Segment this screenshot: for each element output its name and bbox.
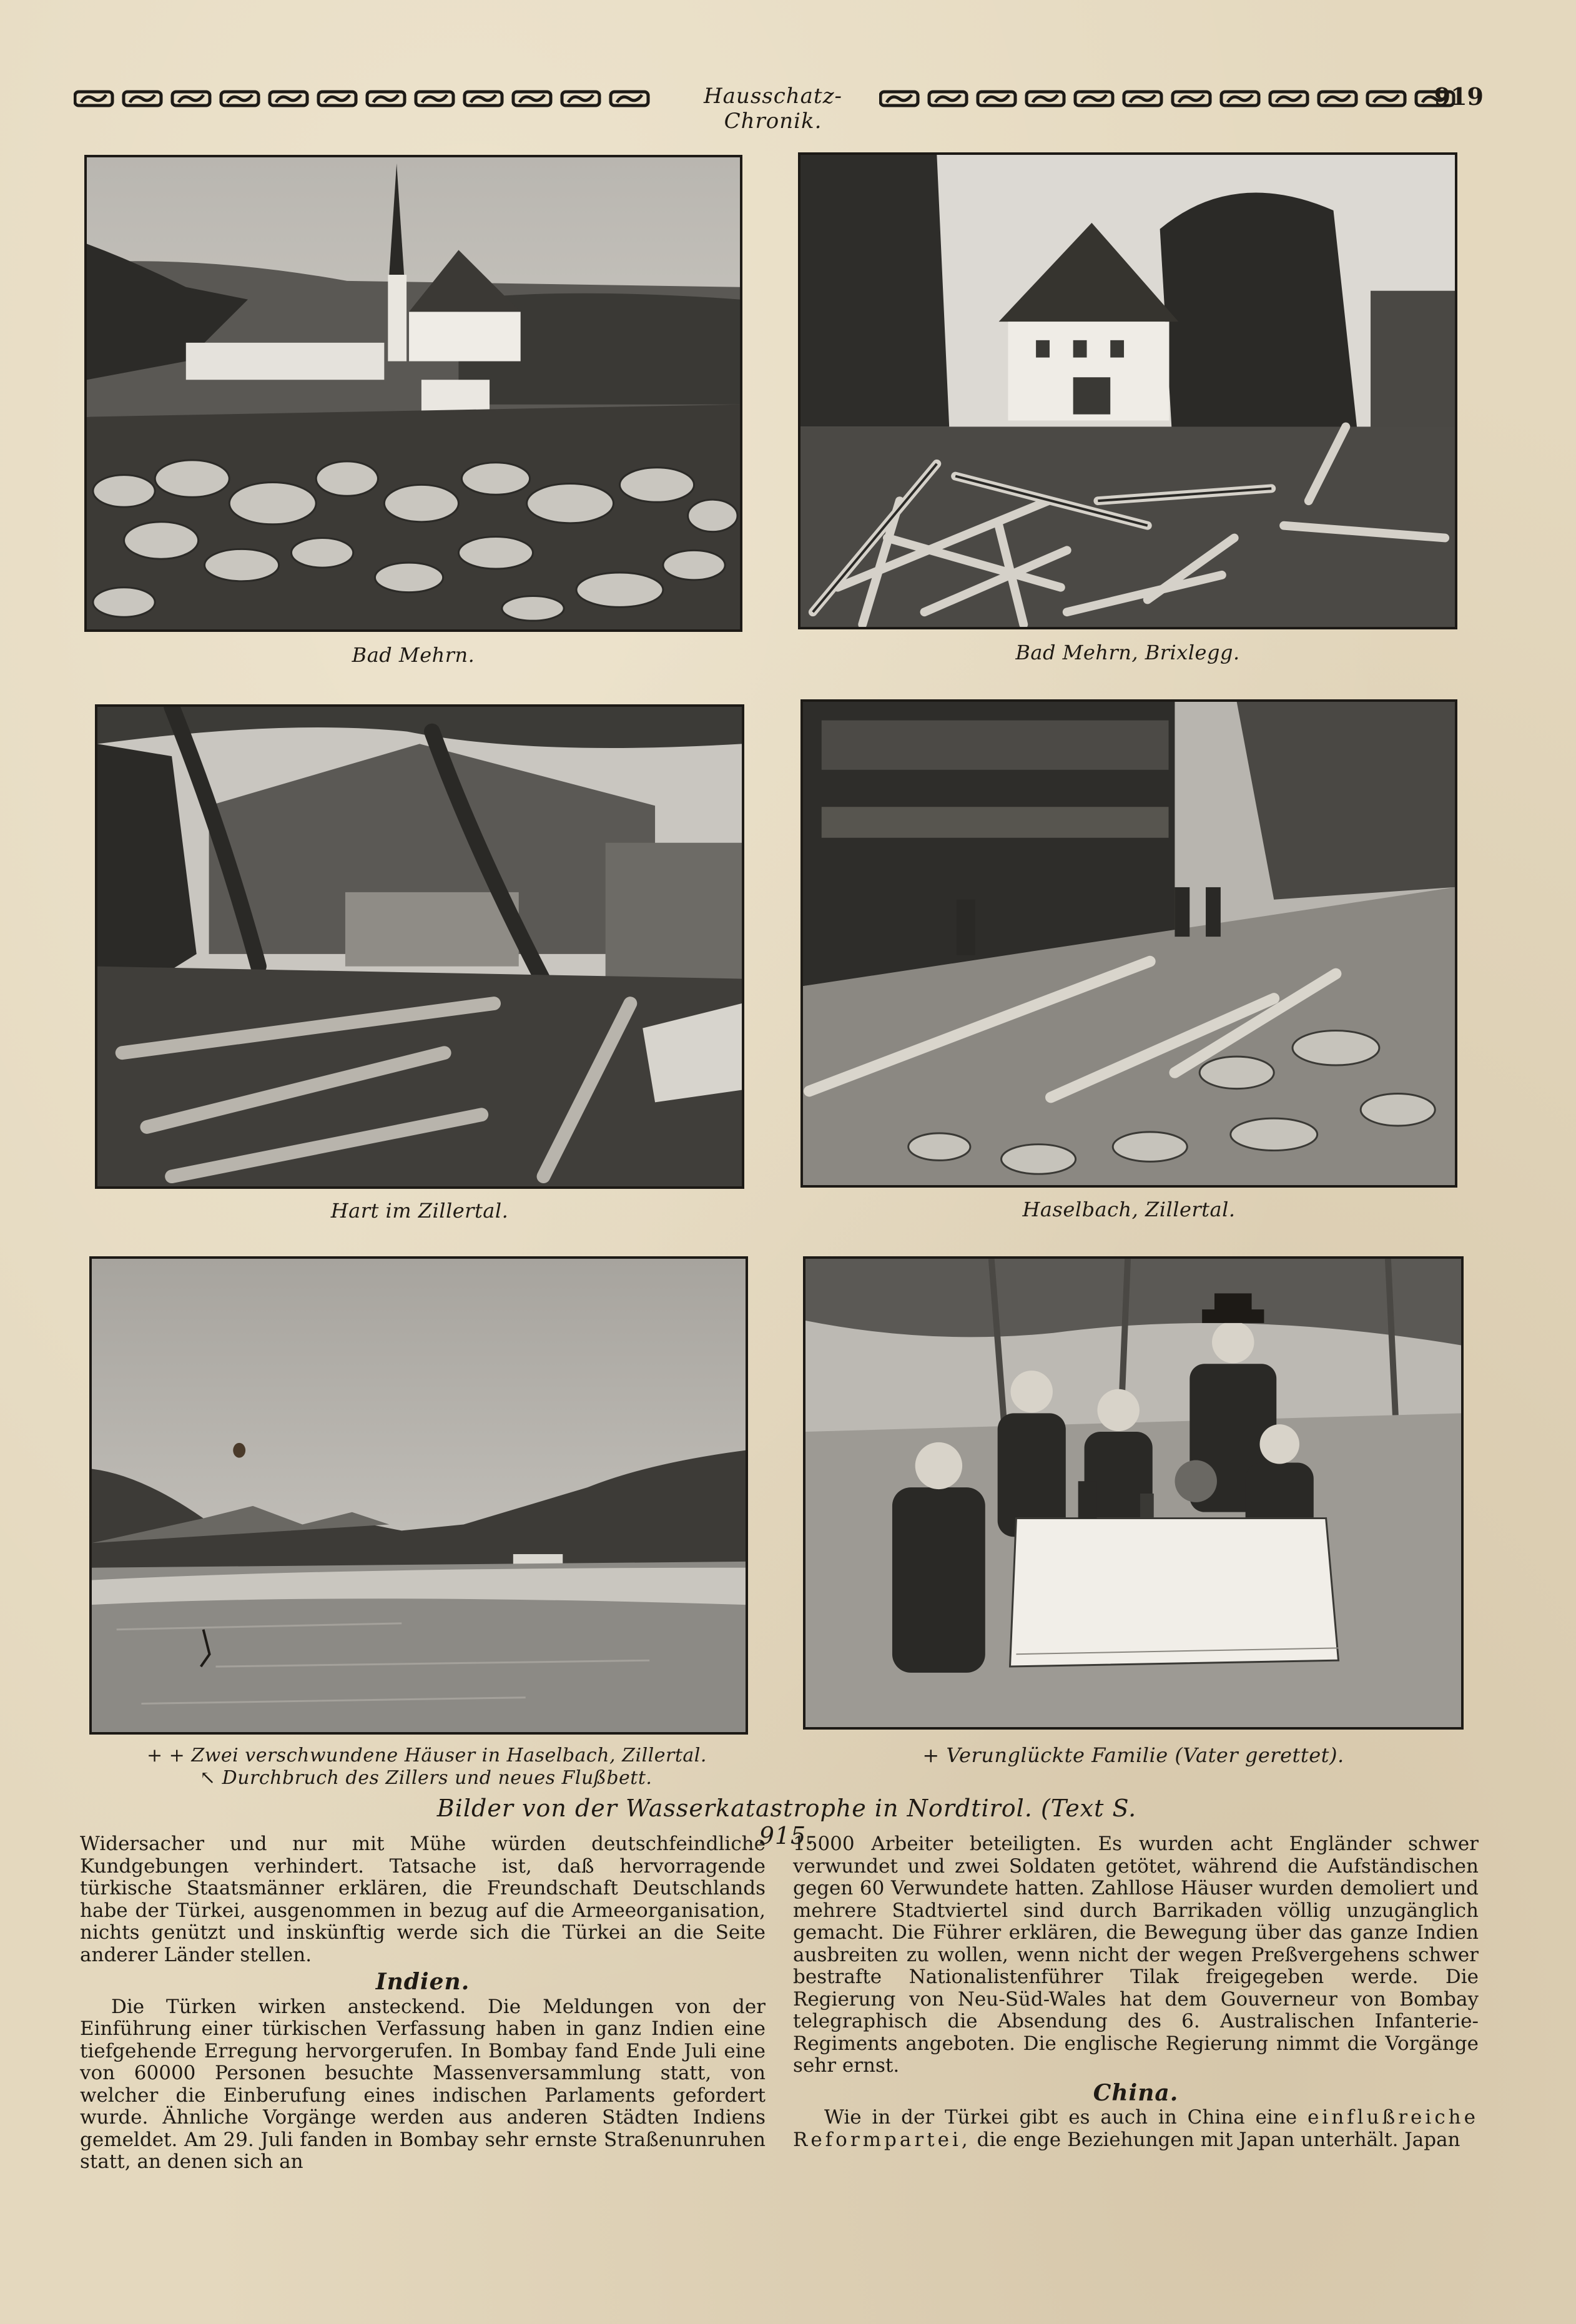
running-head-title: Hausschatz-Chronik. (704, 84, 842, 134)
page-header (74, 82, 1484, 134)
photo-hart-zillertal (95, 704, 744, 1189)
photo-bad-mehrn (84, 155, 742, 632)
right-paragraph-2-end: die enge Beziehungen mit Japan unterhält. Japan (977, 2128, 1460, 2151)
caption-bad-mehrn-brixlegg: Bad Mehrn, Brixlegg. (1015, 641, 1240, 664)
photo-bad-mehrn-brixlegg (798, 152, 1457, 629)
ornament-band-left (74, 90, 661, 107)
text-column-right (793, 1833, 1479, 2151)
right-paragraph-2-emphasis: einflußreiche Reformpartei, (793, 2106, 1479, 2151)
right-paragraph-2 (793, 2107, 1479, 2151)
figure-main-caption: Bilder von der Wasserkatastrophe in Nordtirol. (Text S. 915. (436, 1795, 1137, 1849)
photo-river-zillertal (89, 1256, 748, 1735)
ornament-band-right (879, 90, 1475, 107)
left-paragraph-2: Die Türken wirken ansteckend. Die Meldungen von der Einführung einer türkischen Verfassung haben in ganz Indien eine tiefgehende Erregung hervorgerufen. In Bombay fand Ende Juli eine von 60000 Personen besuchte Massenversammlung statt, von welcher die Einberufung eines indischen Parlaments gefordert wurde. Ähnliche Vorgänge werden aus anderen Städten Indiens gemeldet. Am 29. Juli fanden in Bombay sehr ernste Straßenunruhen statt, an denen sich an (80, 1995, 766, 2173)
heading-china: China. (1093, 2079, 1179, 2106)
text-column-left (80, 1833, 766, 2174)
caption-hart-zillertal: Hart im Zillertal. (330, 1199, 509, 1223)
caption-family: + Verunglückte Familie (Vater gerettet). (922, 1743, 1344, 1767)
right-paragraph-2-start: Wie in der Türkei gibt es auch in China eine (824, 2106, 1298, 2129)
caption-haselbach-zillertal: Haselbach, Zillertal. (1022, 1198, 1236, 1221)
photo-haselbach-zillertal (800, 699, 1457, 1188)
caption-bad-mehrn: Bad Mehrn. (352, 643, 475, 667)
caption-river-line2: ↖ Durchbruch des Zillers und neues Flußbett. (200, 1767, 653, 1789)
page-number: 919 (1434, 82, 1484, 111)
caption-river-line1: + + Zwei verschwundene Häuser in Haselbach, Zillertal. (147, 1745, 707, 1766)
photo-family (803, 1256, 1464, 1730)
left-paragraph-1: Widersacher und nur mit Mühe würden deutschfeindliche Kundgebungen verhindert. Tatsache ist, daß hervorragende türkische Staatsmänner erklären, die Freundschaft Deutschlands habe der Türkei, ausgenommen in bezug auf die Armeeorganisation, nichts genützt und inskünftig werde sich die Türkei an die Seite anderer Länder stellen. (80, 1833, 766, 1966)
heading-indien: Indien. (375, 1969, 470, 1995)
right-paragraph-1: 15000 Arbeiter beteiligten. Es wurden acht Engländer schwer verwundet und zwei Soldaten getötet, während die Aufständischen gegen 60 Verwundete hatten. Zahllose Häuser wurden demoliert und mehrere Stadtviertel sind durch Barrikaden völlig unzugänglich gemacht. Die Führer erklären, die Bewegung über das ganze Indien ausbreiten zu wollen, wenn nicht der wegen Preßvergehens schwer bestrafte Nationalistenführer Tilak freigegeben werde. Die Regierung von Neu-Süd-Wales hat dem Gouverneur von Bombay telegraphisch die Absendung des 6. Australischen Infanterie-Regiments angeboten. Die englische Regierung nimmt die Vorgänge sehr ernst. (793, 1833, 1479, 2077)
